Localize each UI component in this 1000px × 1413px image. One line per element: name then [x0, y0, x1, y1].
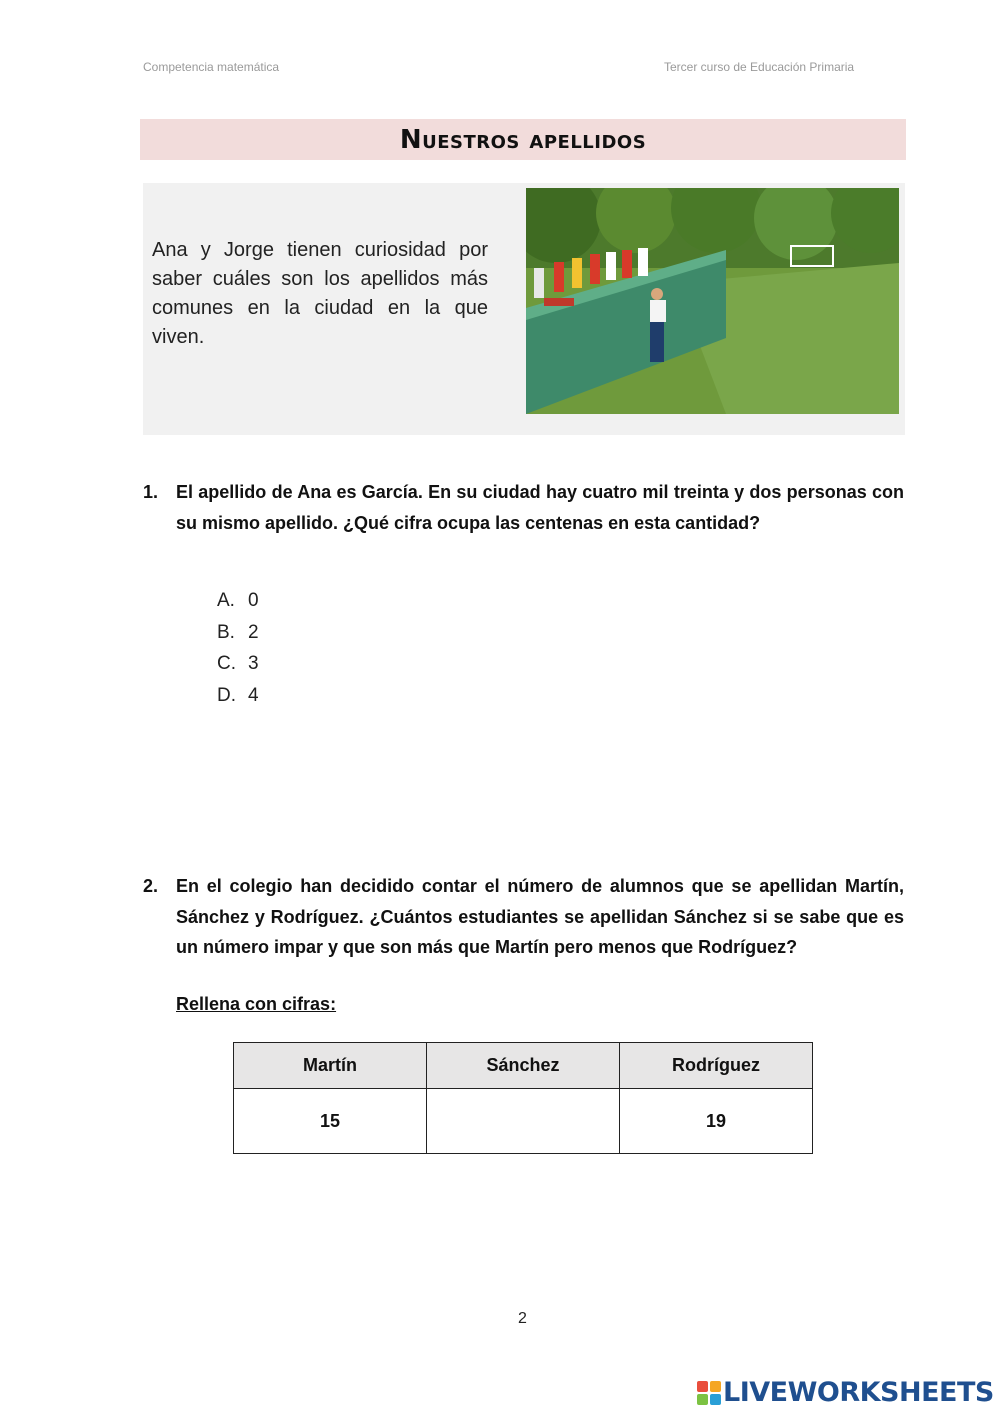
option-c-letter: C.: [217, 653, 236, 674]
option-b[interactable]: [217, 617, 259, 649]
logo-text: LIVEWORKSHEETS: [723, 1377, 994, 1408]
title-bar: [140, 119, 906, 160]
option-c[interactable]: [217, 648, 259, 680]
option-d[interactable]: [217, 680, 259, 712]
table-header-row: [234, 1043, 813, 1089]
option-c-value: 3: [248, 653, 259, 674]
question-2-number: 2.: [143, 876, 159, 896]
children-photo: [526, 188, 899, 414]
page-title: Nuestros apellidos: [399, 124, 647, 155]
option-a[interactable]: [217, 585, 259, 617]
option-d-value: 4: [248, 684, 259, 706]
question-1-number: 1.: [143, 482, 159, 502]
header-course: Tercer curso de Educación Primaria: [664, 60, 855, 74]
question-1-options: [217, 585, 259, 711]
header-subject: Competencia matemática: [143, 60, 280, 74]
question-2-text: En el colegio han decidido contar el número de alumnos que se apellidan Martín, Sánchez y Rodríguez. ¿Cuántos estudiantes se apellidan Sánchez si se sabe que es un número impar y que son más que Martín pero menos que Rodríguez?: [176, 876, 904, 958]
header-sanchez: Sánchez: [427, 1043, 620, 1089]
intro-text: Ana y Jorge tienen curiosidad por saber cuáles son los apellidos más comunes en la ciudad en la que viven.: [152, 239, 488, 348]
option-b-value: 2: [248, 621, 259, 643]
table-row: [234, 1089, 813, 1154]
option-a-letter: A.: [217, 590, 235, 611]
fill-instruction: Rellena con cifras:: [176, 994, 337, 1014]
option-a-value: 0: [248, 590, 259, 611]
question-1-text: El apellido de Ana es García. En su ciudad hay cuatro mil treinta y dos personas con su mismo apellido. ¿Qué cifra ocupa las centenas en esta cantidad?: [176, 482, 904, 533]
logo-grid-icon: [697, 1381, 721, 1405]
sanchez-answer-input[interactable]: [446, 1103, 600, 1139]
surname-table: [233, 1042, 813, 1154]
page-number: 2: [518, 1310, 527, 1327]
option-d-letter: D.: [217, 684, 236, 706]
liveworksheets-logo: [697, 1377, 994, 1408]
header-rodriguez: Rodríguez: [620, 1043, 813, 1089]
value-rodriguez: 19: [620, 1089, 813, 1154]
header-martin: Martín: [234, 1043, 427, 1089]
value-martin: 15: [234, 1089, 427, 1154]
sanchez-answer-cell[interactable]: [427, 1089, 620, 1154]
option-b-letter: B.: [217, 621, 235, 643]
